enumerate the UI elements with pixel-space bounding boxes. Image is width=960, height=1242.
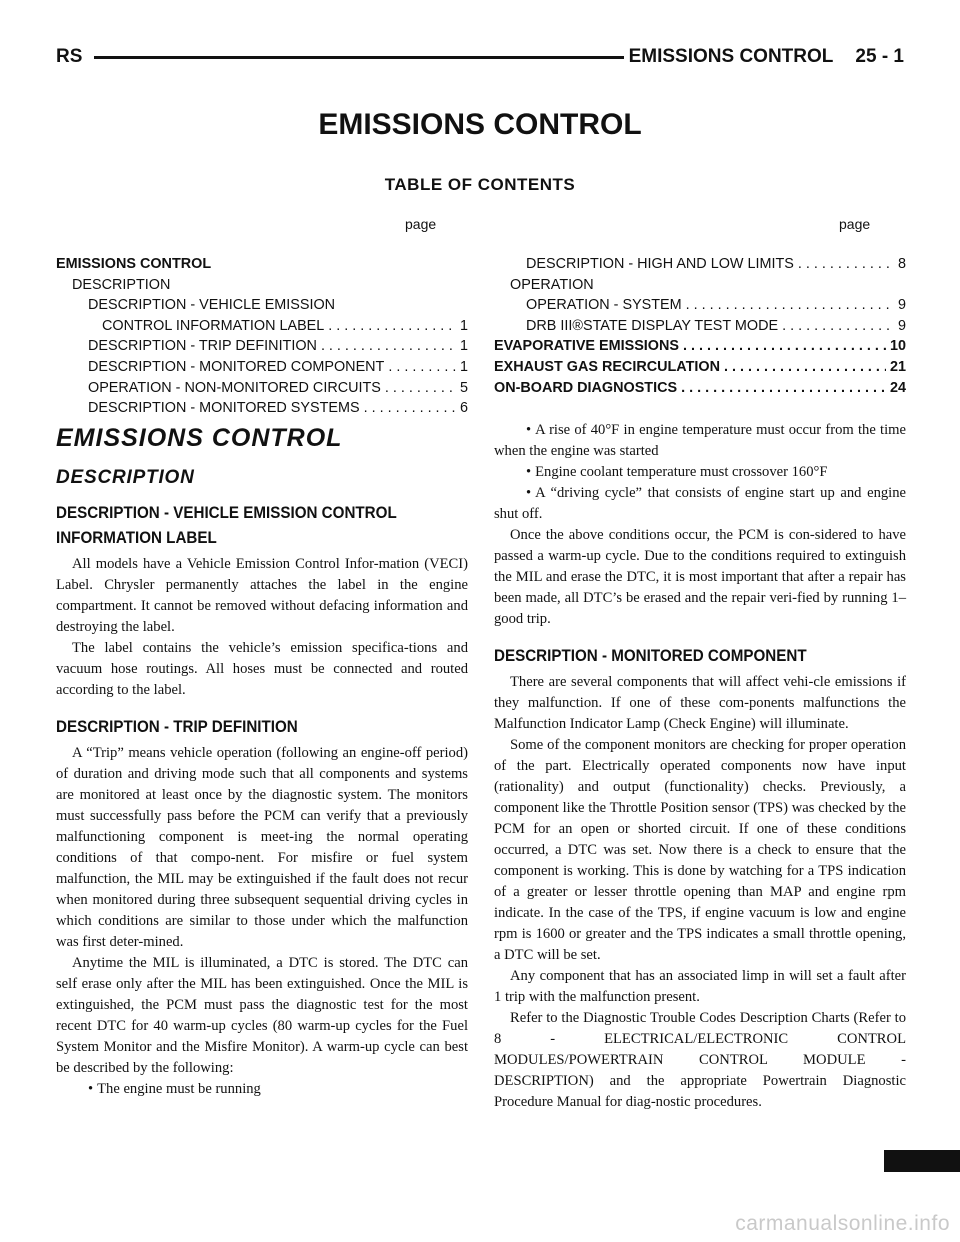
bullet-item xyxy=(494,420,906,462)
toc-entry-page: 10 xyxy=(889,338,906,355)
paragraph: There are several components that will affect vehi-cle emissions if they malfunction. If one of these com-ponents malfunctions the Malfunction Indicator Lamp (Check Engine) will illuminate. xyxy=(494,674,906,732)
toc-entry xyxy=(56,316,468,337)
toc-entry xyxy=(56,398,468,419)
page-edge-tab xyxy=(884,1150,960,1172)
toc-entry-page: 1 xyxy=(459,358,468,375)
paragraph: The label contains the vehicle’s emission specifica-tions and vacuum hose routings. All hoses must be connected and routed according to the label. xyxy=(56,640,468,698)
toc-entry xyxy=(56,378,468,399)
toc-dot-leader xyxy=(686,295,894,316)
toc-dot-leader xyxy=(321,336,456,357)
bullet-text: The engine must be running xyxy=(97,1081,261,1097)
toc-entry xyxy=(494,295,906,316)
toc-dot-leader xyxy=(798,254,894,275)
monitored-component-heading: DESCRIPTION - MONITORED COMPONENT xyxy=(494,647,807,665)
bullet-text: A “driving cycle” that consists of engine start up and engine shut off. xyxy=(494,485,906,522)
toc-entry xyxy=(494,316,906,337)
toc-entry-text: OPERATION - NON-MONITORED CIRCUITS xyxy=(88,379,381,396)
header-page-number: 25 - 1 xyxy=(855,46,904,67)
bullet-icon: • xyxy=(526,485,532,501)
toc-entry xyxy=(56,336,468,357)
header-section-title: EMISSIONS CONTROL xyxy=(628,46,834,67)
toc-entry-text: OPERATION - SYSTEM xyxy=(526,297,682,314)
description-heading: DESCRIPTION xyxy=(56,467,195,488)
vecil-heading: DESCRIPTION - VEHICLE EMISSION CONTROL INFORMATION LABEL xyxy=(56,504,397,547)
bullet-icon: • xyxy=(526,464,532,480)
toc-entry xyxy=(494,254,906,275)
toc-entry-page: 24 xyxy=(889,379,906,396)
right-column xyxy=(494,420,906,1113)
toc-entry xyxy=(56,254,468,275)
toc-dot-leader xyxy=(364,398,456,419)
toc-page-label-left: page xyxy=(405,216,437,232)
toc-entry-page: 9 xyxy=(897,297,906,314)
toc-entry xyxy=(494,336,906,357)
toc-entry-text: EMISSIONS CONTROL xyxy=(56,256,212,272)
toc-entry-text: DESCRIPTION - TRIP DEFINITION xyxy=(88,338,317,355)
header-right xyxy=(629,46,904,68)
toc-entry-text: DESCRIPTION - VEHICLE EMISSION xyxy=(88,297,336,314)
toc-entry xyxy=(56,295,468,316)
toc-entry xyxy=(494,275,906,296)
paragraph: Some of the component monitors are checking for proper operation of the part. Electrically operated components now have input (rationality) and output (functionality) checks. Previously, a component like the Throttle Position sensor (TPS) was checked by the PCM for an open or shorted circuit. If one of these conditions occurred, a DTC was set. Now there is a check to ensure that the component is working. This is done by watching for a TPS indication of a greater or lesser throttle opening than MAP and engine rpm indicate. In the case of the TPS, if engine vacuum is low and engine rpm is 1600 or greater and the TPS indicates a small throttle opening, a DTC will be set. xyxy=(494,737,906,963)
toc-dot-leader xyxy=(683,336,886,357)
toc-entry-text: DESCRIPTION - MONITORED COMPONENT xyxy=(88,358,385,375)
trip-heading: DESCRIPTION - TRIP DEFINITION xyxy=(56,718,298,736)
toc-entry-page: 5 xyxy=(459,379,468,396)
header-rule xyxy=(94,56,624,59)
toc-entry xyxy=(56,357,468,378)
paragraph: All models have a Vehicle Emission Control Infor-mation (VECI) Label. Chrysler permanently attaches the label in the engine compartment. It cannot be removed without defacing information and destroying the label. xyxy=(56,556,468,635)
bullet-item xyxy=(56,1079,468,1100)
toc-dot-leader xyxy=(328,316,456,337)
toc-entry-page: 21 xyxy=(889,358,906,375)
toc-entry-text: DRB III®STATE DISPLAY TEST MODE xyxy=(526,317,779,334)
toc-entry-text: DESCRIPTION - HIGH AND LOW LIMITS xyxy=(526,256,794,272)
toc-entry xyxy=(56,275,468,296)
paragraph: A “Trip” means vehicle operation (following an engine-off period) of duration and driving mode such that all components and systems are monitored at least once by the diagnostic system. The monitors must successfully pass before the PCM can verify that a previously malfunctioning component is meet-ing the normal operating conditions of that compo-nent. For misfire or fuel system malfunction, the MIL may be extinguished if the fault does not recur when monitored during three subsequent sequential driving cycles in which conditions are similar to those under which the malfunction was first deter-mined. xyxy=(56,745,468,950)
toc-entry-text: OPERATION xyxy=(510,276,594,293)
section-heading: EMISSIONS CONTROL xyxy=(56,424,343,452)
bullet-item xyxy=(494,483,906,525)
page-title: EMISSIONS CONTROL xyxy=(318,108,642,141)
watermark: carmanualsonline.info xyxy=(735,1212,950,1235)
toc-dot-leader xyxy=(782,316,894,337)
toc-dot-leader xyxy=(681,378,886,399)
header-section-code: RS xyxy=(56,46,83,67)
toc-entry-page: 9 xyxy=(897,317,906,334)
toc-entry-text: DESCRIPTION - MONITORED SYSTEMS xyxy=(88,400,360,417)
toc-dot-leader xyxy=(388,357,456,378)
bullet-icon: • xyxy=(88,1081,94,1097)
paragraph: Once the above conditions occur, the PCM is con-sidered to have passed a warm-up cycle. Due to the conditions required to extinguish the MIL and erase the DTC, it is most important that after a repair has been made, all DTC’s be erased and the repair veri-fied by running 1–good trip. xyxy=(494,527,906,627)
toc-entry-text: EVAPORATIVE EMISSIONS xyxy=(494,338,679,355)
toc-entry-text: EXHAUST GAS RECIRCULATION xyxy=(494,358,720,375)
paragraph: Anytime the MIL is illuminated, a DTC is stored. The DTC can self erase only after the MIL has been extinguished. Once the MIL is extinguished, the PCM must pass the diagnostic test for the most recent DTC for 40 warm-up cycles (80 warm-up cycles for the Fuel System Monitor and the Misfire Monitor). A warm-up cycle can best be described by the following: xyxy=(56,955,468,1076)
toc-title: TABLE OF CONTENTS xyxy=(384,175,576,194)
toc-entry-text: CONTROL INFORMATION LABEL xyxy=(102,317,325,334)
bullet-item xyxy=(494,462,906,483)
toc-entry-page: 8 xyxy=(897,256,906,272)
toc-entry xyxy=(494,357,906,378)
toc-page-label-right: page xyxy=(839,216,871,232)
left-column xyxy=(56,420,468,1100)
toc-entry-page: 1 xyxy=(459,317,468,334)
bullet-text: Engine coolant temperature must crossover 160°F xyxy=(535,464,828,480)
toc-entry-text: ON-BOARD DIAGNOSTICS xyxy=(494,379,678,396)
paragraph: Refer to the Diagnostic Trouble Codes Description Charts (Refer to 8 - ELECTRICAL/ELECTRONIC CONTROL MODULES/POWERTRAIN CONTROL MODULE - DESCRIPTION) and the appropriate Powertrain Diagnostic Procedure Manual for diag-nostic procedures. xyxy=(494,1010,906,1110)
toc-entry-page: 1 xyxy=(459,338,468,355)
paragraph: Any component that has an associated limp in will set a fault after 1 trip with the malfunction present. xyxy=(494,968,906,1005)
bullet-text: A rise of 40°F in engine temperature must occur from the time when the engine was started xyxy=(494,422,906,459)
toc-left-column xyxy=(56,254,468,419)
toc-right-column xyxy=(494,254,906,398)
bullet-icon: • xyxy=(526,422,532,438)
toc-entry-page: 6 xyxy=(459,400,468,417)
toc-dot-leader xyxy=(385,378,456,399)
toc-entry xyxy=(494,378,906,399)
toc-entry-text: DESCRIPTION xyxy=(72,276,171,293)
toc-dot-leader xyxy=(724,357,886,378)
